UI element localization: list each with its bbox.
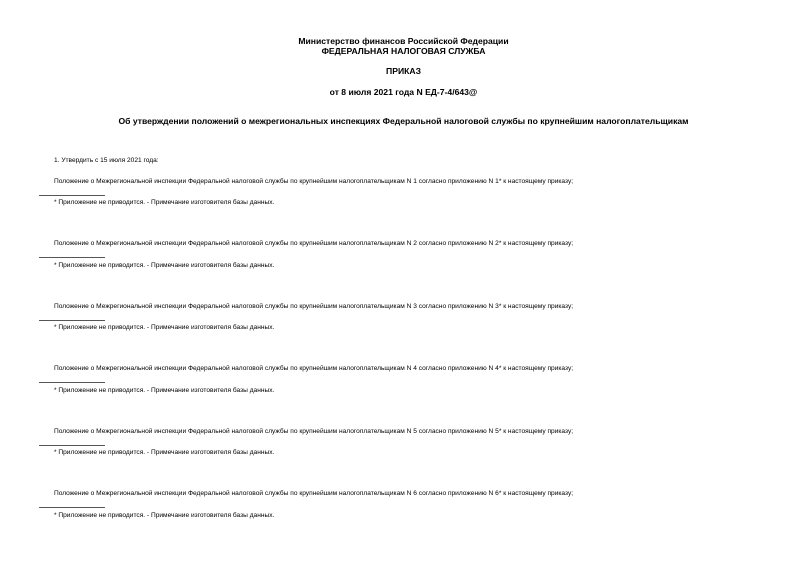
item-text: Положение о Межрегиональной инспекции Федеральной налоговой службы по крупнейшим налогоплательщикам N 5 согласно приложению N 5* к настоящему приказу;: [54, 428, 574, 435]
footnote-separator: [39, 507, 105, 508]
intro-paragraph: 1. Утвердить с 15 июля 2021 года:: [54, 157, 159, 164]
item-text: Положение о Межрегиональной инспекции Федеральной налоговой службы по крупнейшим налогоплательщикам N 1 согласно приложению N 1* к настоящему приказу;: [54, 178, 574, 185]
footnote-separator: [39, 320, 105, 321]
item-text: Положение о Межрегиональной инспекции Федеральной налоговой службы по крупнейшим налогоплательщикам N 2 согласно приложению N 2* к настоящему приказу;: [54, 240, 574, 247]
service-name: ФЕДЕРАЛЬНАЯ НАЛОГОВАЯ СЛУЖБА: [321, 46, 486, 56]
footnote-text: * Приложение не приводится. - Примечание изготовителя базы данных.: [54, 199, 275, 206]
item-text: Положение о Межрегиональной инспекции Федеральной налоговой службы по крупнейшим налогоплательщикам N 3 согласно приложению N 3* к настоящему приказу;: [54, 303, 574, 310]
footnote-separator: [39, 257, 105, 258]
footnote-separator: [39, 195, 105, 196]
item-text: Положение о Межрегиональной инспекции Федеральной налоговой службы по крупнейшим налогоплательщикам N 6 согласно приложению N 6* к настоящему приказу;: [54, 490, 574, 497]
footnote-text: * Приложение не приводится. - Примечание изготовителя базы данных.: [54, 324, 275, 331]
footnote-text: * Приложение не приводится. - Примечание изготовителя базы данных.: [54, 512, 275, 519]
document-type: ПРИКАЗ: [386, 66, 421, 76]
footnote-separator: [39, 445, 105, 446]
document-date-number: от 8 июля 2021 года N ЕД-7-4/643@: [329, 87, 478, 97]
footnote-text: * Приложение не приводится. - Примечание изготовителя базы данных.: [54, 387, 275, 394]
footnote-text: * Приложение не приводится. - Примечание изготовителя базы данных.: [54, 449, 275, 456]
item-text: Положение о Межрегиональной инспекции Федеральной налоговой службы по крупнейшим налогоплательщикам N 4 согласно приложению N 4* к настоящему приказу;: [54, 365, 574, 372]
ministry-name: Министерство финансов Российской Федерации: [298, 36, 509, 46]
footnote-separator: [39, 382, 105, 383]
footnote-text: * Приложение не приводится. - Примечание изготовителя базы данных.: [54, 262, 275, 269]
document-title: Об утверждении положений о межрегиональных инспекциях Федеральной налоговой службы по крупнейшим налогоплательщикам: [118, 116, 689, 126]
